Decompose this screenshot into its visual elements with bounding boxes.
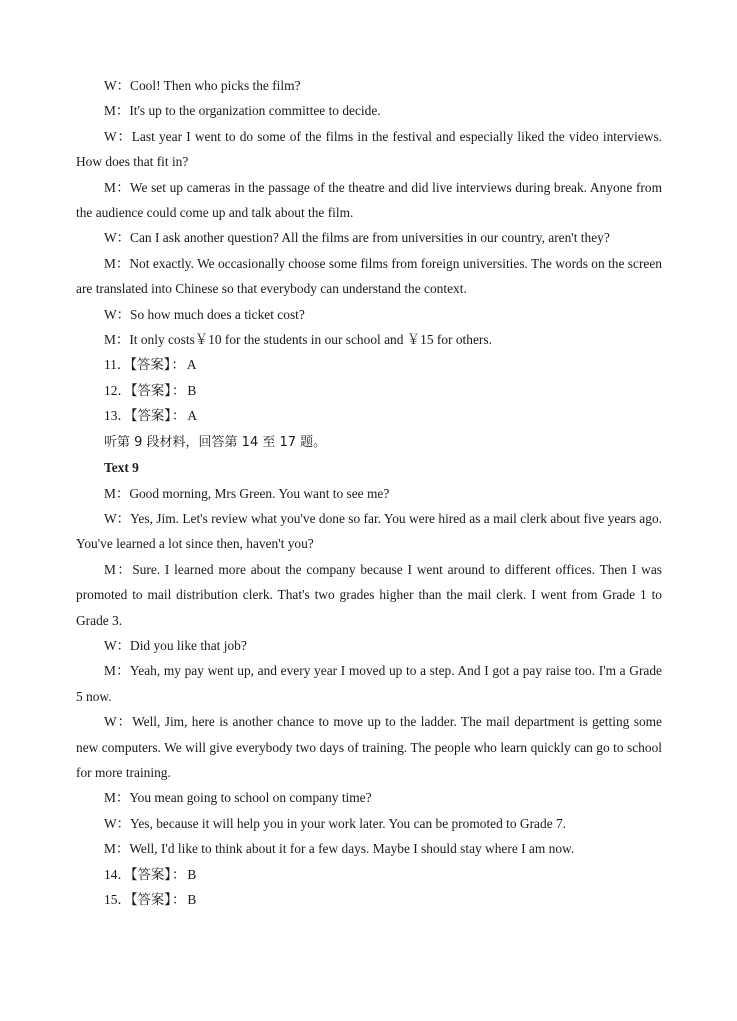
dialogue-line — [76, 225, 662, 250]
answer-list-2 — [76, 862, 662, 913]
answer-line — [76, 887, 662, 912]
answer-line — [76, 352, 662, 377]
answer-val: A — [187, 408, 198, 424]
dialogue-text: Last year I went to do some of the films in the festival and especially liked the video interviews. How does that fit in? — [76, 128, 663, 170]
dialogue-text: Can I ask another question? All the films are from universities in our country, aren't they? — [130, 230, 610, 246]
answer-num: 15． — [104, 892, 131, 907]
dialogue-text: Yeah, my pay went up, and every year I moved up to a step. And I got a pay raise too. I'm a Grade 5 now. — [76, 663, 662, 704]
speaker-label: W： — [104, 78, 131, 93]
answer-val: B — [187, 892, 197, 907]
speaker-label: W： — [104, 637, 131, 653]
answer-num: 13． — [104, 408, 131, 424]
dialogue-line — [76, 506, 662, 557]
answer-sep: ： — [171, 357, 185, 373]
answer-tag: 【答案】 — [130, 408, 171, 424]
speaker-label: W： — [104, 306, 131, 322]
speaker-label: M： — [104, 255, 130, 271]
dialogue-text: It's up to the organization committee to decide. — [129, 103, 381, 119]
dialogue-line — [76, 836, 662, 861]
speaker-label: W： — [104, 128, 132, 144]
answer-tag: 【答案】 — [130, 382, 171, 398]
answer-val: A — [186, 357, 197, 373]
answer-tag: 【答案】 — [130, 892, 171, 907]
dialogue-line — [76, 633, 662, 658]
dialogue-text: You mean going to school on company time? — [129, 790, 372, 806]
answer-sep: ： — [171, 892, 186, 907]
dialogue-line — [76, 709, 662, 785]
dialogue-section-1 — [76, 73, 662, 352]
dialogue-text: Did you like that job? — [130, 637, 247, 653]
answer-num: 12． — [104, 382, 131, 398]
document-page — [76, 73, 662, 912]
answer-val: B — [187, 866, 197, 882]
speaker-label: M： — [104, 485, 130, 501]
dialogue-text: Not exactly. We occasionally choose some films from foreign universities. The words on the screen are translated into Chinese so that everybody can understand the context. — [76, 255, 662, 297]
speaker-label: M： — [104, 332, 130, 348]
dialogue-line — [76, 658, 662, 709]
speaker-label: W： — [104, 815, 131, 831]
dialogue-line — [76, 98, 662, 123]
answer-line — [76, 378, 662, 403]
dialogue-line — [76, 124, 662, 175]
dialogue-section-2 — [76, 481, 662, 862]
answer-num: 11． — [104, 357, 131, 373]
answer-tag: 【答案】 — [130, 866, 171, 882]
dialogue-line — [76, 481, 662, 506]
dialogue-text: Well, Jim, here is another chance to move up to the ladder. The mail department is getting some new computers. We will give everybody two days of training. The people who learn quickly can go to school for more training. — [76, 714, 662, 780]
dialogue-text: It only costs￥10 for the students in our school and ￥15 for others. — [129, 332, 492, 348]
answer-line — [76, 403, 662, 428]
speaker-label: M： — [104, 790, 130, 806]
text-title — [76, 455, 662, 480]
dialogue-line — [76, 811, 662, 836]
answer-val: B — [187, 382, 197, 398]
dialogue-text: Sure. I learned more about the company because I went around to different offices. Then I was promoted to mail distribution clerk. That's two grades higher than the mail clerk. I went from Grade 1 to Grade 3. — [76, 561, 662, 628]
answer-num: 14． — [104, 866, 131, 882]
speaker-label: M： — [104, 663, 130, 679]
section-instruction — [76, 429, 662, 455]
answer-list-1 — [76, 352, 662, 428]
speaker-label: W： — [104, 510, 131, 526]
answer-tag: 【答案】 — [130, 357, 171, 373]
dialogue-text: Yes, because it will help you in your work later. You can be promoted to Grade 7. — [130, 815, 567, 831]
dialogue-line — [76, 175, 662, 226]
dialogue-line — [76, 251, 662, 302]
speaker-label: M： — [104, 179, 130, 195]
dialogue-text: Good morning, Mrs Green. You want to see me? — [129, 485, 390, 501]
answer-sep: ： — [171, 408, 186, 424]
speaker-label: M： — [104, 561, 133, 577]
section-instruction-text: 听第 9 段材料，回答第 14 至 17 题。 — [104, 434, 327, 450]
text-title-label: Text 9 — [104, 460, 139, 476]
speaker-label: M： — [104, 841, 130, 857]
dialogue-line — [76, 327, 662, 352]
dialogue-line — [76, 557, 662, 633]
dialogue-text: So how much does a ticket cost? — [130, 306, 305, 322]
speaker-label: M： — [104, 103, 130, 119]
dialogue-line — [76, 73, 662, 98]
answer-sep: ： — [171, 382, 186, 398]
dialogue-text: Cool! Then who picks the film? — [130, 78, 301, 93]
answer-sep: ： — [171, 866, 186, 882]
dialogue-line — [76, 302, 662, 327]
dialogue-text: We set up cameras in the passage of the theatre and did live interviews during break. Anyone from the audience could come up and talk about the film. — [76, 179, 662, 221]
dialogue-text: Well, I'd like to think about it for a few days. Maybe I should stay where I am now. — [129, 841, 575, 857]
answer-line — [76, 862, 662, 887]
dialogue-line — [76, 785, 662, 810]
dialogue-text: Yes, Jim. Let's review what you've done so far. You were hired as a mail clerk about five years ago. You've learned a lot since then, haven't you? — [76, 510, 662, 552]
speaker-label: W： — [104, 230, 131, 246]
speaker-label: W： — [104, 714, 133, 730]
